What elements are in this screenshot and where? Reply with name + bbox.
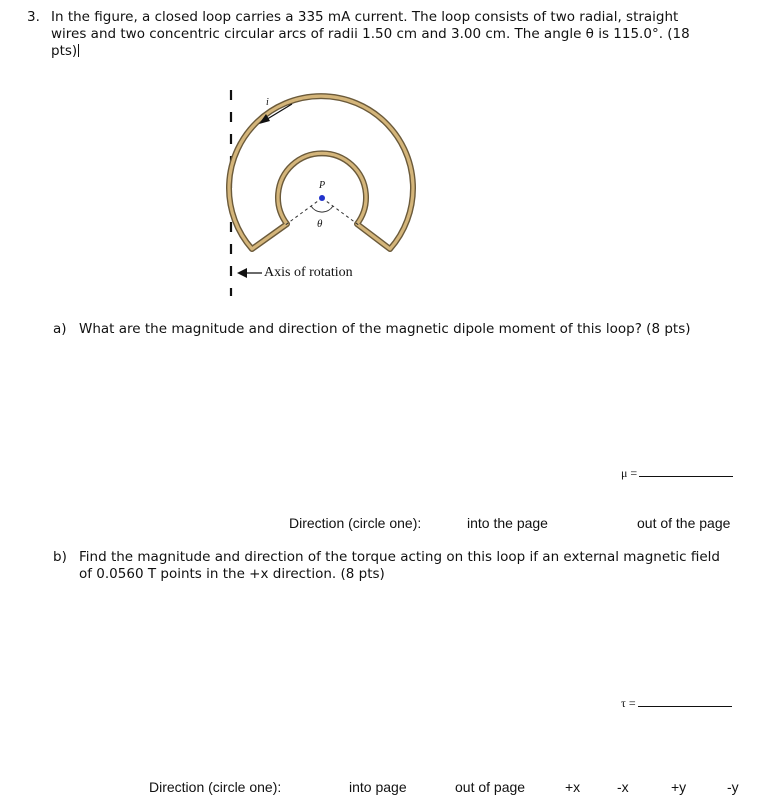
part-b-letter: b) [53,549,67,565]
tau-blank[interactable] [638,694,732,707]
option-into-the-page[interactable]: into the page [467,515,548,531]
question-text-line-3: pts) [51,43,78,59]
option-out-of-the-page[interactable]: out of the page [637,515,731,531]
tau-answer-field[interactable] [621,694,732,711]
question-text-line-1: In the figure, a closed loop carries a 335 mA current. The loop consists of two radial, straight [51,9,679,25]
tau-label: τ = [621,696,636,710]
part-a-letter: a) [53,321,67,337]
option-minus-y[interactable]: -y [727,779,739,795]
part-b-direction-label: Direction (circle one): [149,779,282,795]
theta-angle-arc [311,206,333,212]
part-b-question-line-1: Find the magnitude and direction of the torque acting on this loop if an external magnetic field [79,549,721,565]
angle-label-theta: θ [317,218,323,230]
point-label-p: P [319,180,326,191]
axis-label-arrow-head [237,268,247,278]
mu-blank[interactable] [639,464,733,477]
axis-of-rotation-label: Axis of rotation [264,265,353,280]
option-out-of-page[interactable]: out of page [455,779,526,795]
part-a-question: What are the magnitude and direction of the magnetic dipole moment of this loop? (8 pts) [79,321,691,337]
current-label-i: i [266,97,269,108]
option-plus-x[interactable]: +x [565,779,581,795]
mu-label: μ = [621,466,638,480]
option-minus-x[interactable]: -x [617,779,629,795]
mu-answer-field[interactable] [621,464,733,481]
part-a-direction-label: Direction (circle one): [289,515,422,531]
option-into-page[interactable]: into page [349,779,407,795]
question-text-line-2: wires and two concentric circular arcs of radii 1.50 cm and 3.00 cm. The angle θ is 115.0°. (18 [51,26,690,42]
point-p [319,195,325,201]
question-number: 3. [27,9,40,25]
part-b-question-line-2: of 0.0560 T points in the +x direction. (8 pts) [79,566,385,582]
theta-radius-right [322,198,360,226]
option-plus-y[interactable]: +y [671,779,687,795]
